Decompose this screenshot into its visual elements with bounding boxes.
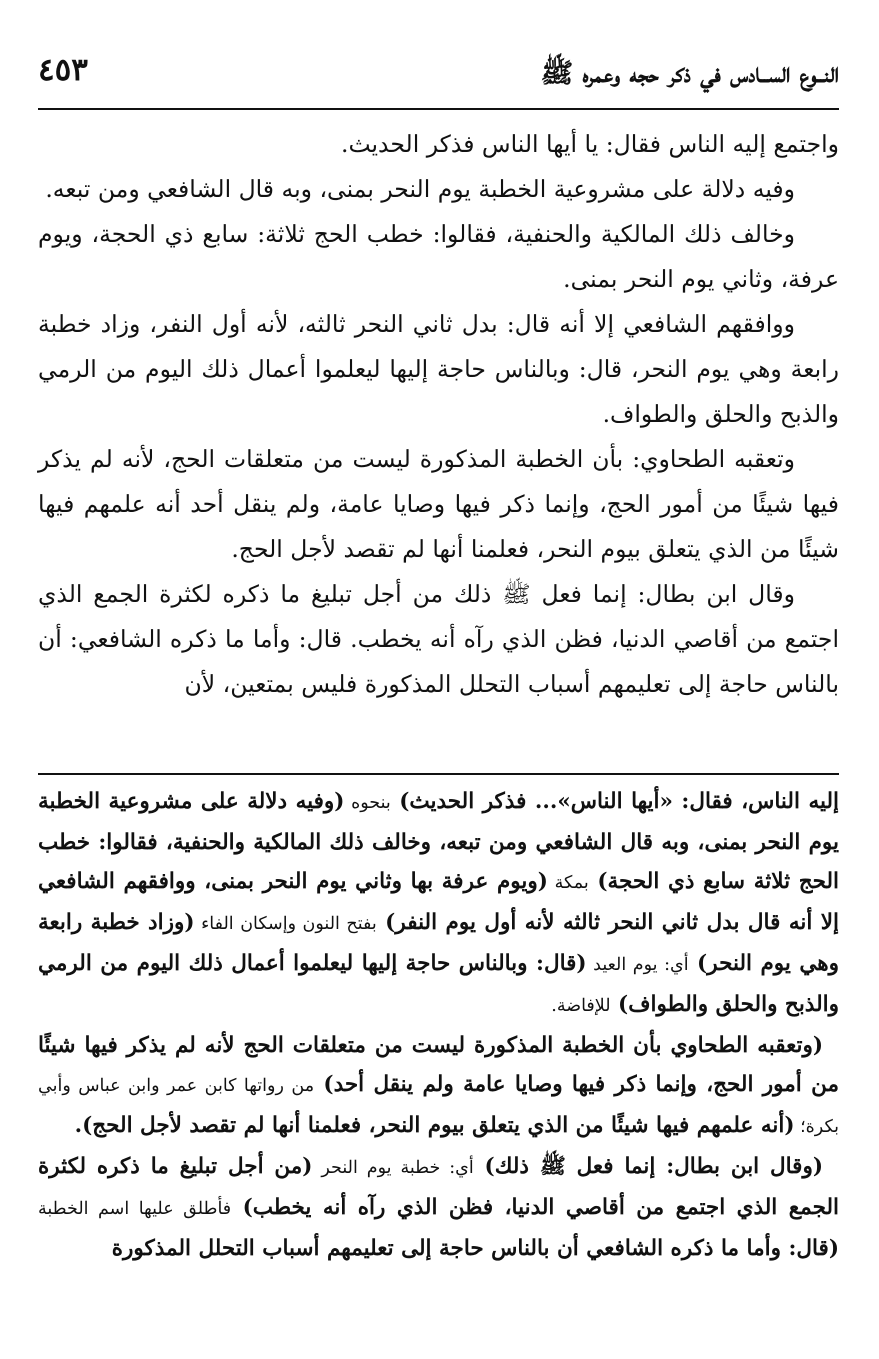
running-title: النــوع الســادس في ذكر حجه وعمره ﷺ xyxy=(540,58,839,89)
main-paragraph: وخالف ذلك المالكية والحنفية، فقالوا: خطب الحج ثلاثة: سابع ذي الحجة، ويوم عرفة، وثاني يوم النحر بمنى. xyxy=(38,220,839,293)
commentary-segment: أي: يوم العيد xyxy=(586,955,689,975)
commentary-segment: للإفاضة. xyxy=(551,996,611,1016)
commentary-segment: أي: خطبة يوم النحر xyxy=(312,1158,474,1178)
main-paragraph: ووافقهم الشافعي إلا أنه قال: بدل ثاني النحر ثالثه، لأنه أول النفر، وزاد خطبة رابعة وهي يوم النحر، قال: وبالناس حاجة إليها ليعلموا أعمال ذلك اليوم من الرمي والذبح والحلق والطواف. xyxy=(38,310,839,428)
commentary-segment: (ويوم عرفة بها وثاني يوم النحر بمنى، ووافقهم الشافعي إلا أنه قال بدل ثاني النحر ثالثه لأنه أول يوم النفر) xyxy=(38,869,839,935)
commentary-segment: فأطلق عليها اسم الخطبة xyxy=(38,1199,232,1219)
main-paragraph: وفيه دلالة على مشروعية الخطبة يوم النحر بمنى، وبه قال الشافعي ومن تبعه. xyxy=(45,175,795,203)
commentary-segment: إليه الناس، فقال: «أيها الناس»... فذكر الحديث) xyxy=(390,789,839,814)
commentary-segment: بمكة xyxy=(547,873,589,893)
main-text xyxy=(38,122,839,707)
commentary-segment: من رواتها كابن عمر وابن عباس وأبي بكرة؛ xyxy=(38,1076,839,1137)
page-number: ٤٥٣ xyxy=(38,52,88,88)
commentary-segment: (من أجل تبليغ ما ذكره لكثرة الجمع الذي اجتمع من أقاصي الدنيا، فظن الذي رآه أنه يخطب) xyxy=(38,1154,839,1220)
separator-rule xyxy=(38,773,839,775)
commentary-paragraph xyxy=(38,782,839,1026)
page-header xyxy=(38,50,839,110)
commentary-segment: (وتعقبه الطحاوي بأن الخطبة المذكورة ليست من متعلقات الحج لأنه لم يذكر فيها شيئًا من أمور الحج، وإنما ذكر فيها وصايا عامة ولم ينقل أحد) xyxy=(38,1033,839,1097)
main-paragraph: وقال ابن بطال: إنما فعل ﷺ ذلك من أجل تبليغ ما ذكره لكثرة الجمع الذي اجتمع من أقاصي الدنيا، فظن الذي رآه أنه يخطب. قال: وأما ما ذكره الشافعي: أن بالناس حاجة إلى تعليمهم أسباب التحلل المذكورة فليس بمتعين، لأن xyxy=(38,580,839,698)
commentary-paragraph xyxy=(38,1026,839,1147)
main-paragraph: وتعقبه الطحاوي: بأن الخطبة المذكورة ليست من متعلقات الحج، لأنه لم يذكر فيها شيئًا من أمور الحج، وإنما ذكر فيها وصايا عامة، ولم ينقل أحد أنه علمهم فيها شيئًا من الذي يتعلق بيوم النحر، فعلمنا أنها لم تقصد لأجل الحج. xyxy=(38,445,839,563)
commentary-segment: (أنه علمهم فيها شيئًا من الذي يتعلق بيوم النحر، فعلمنا أنها لم تقصد لأجل الحج). xyxy=(74,1113,795,1138)
commentary-segment: (وقال ابن بطال: إنما فعل ﷺ ذلك) xyxy=(473,1154,824,1179)
commentary xyxy=(38,782,839,1268)
commentary-segment: (قال: وبالناس حاجة إليها ليعلموا أعمال ذلك اليوم من الرمي والذبح والحلق والطواف) xyxy=(38,951,839,1017)
commentary-segment: بفتح النون وإسكان الفاء xyxy=(194,914,377,934)
main-paragraph: واجتمع إليه الناس فقال: يا أيها الناس فذكر الحديث. xyxy=(340,130,839,158)
commentary-paragraph xyxy=(38,1147,839,1268)
commentary-segment: (قال: وأما ما ذكره الشافعي أن بالناس حاجة إلى تعليمهم أسباب التحلل المذكورة xyxy=(111,1236,839,1261)
commentary-segment: بنحوه xyxy=(344,793,391,813)
commentary-segment: (وزاد خطبة رابعة وهي يوم النحر) xyxy=(38,910,839,976)
commentary-segment: (وفيه دلالة على مشروعية الخطبة يوم النحر بمنى، وبه قال الشافعي ومن تبعه، وخالف ذلك المالكية والحنفية، فقالوا: خطب الحج ثلاثة سابع ذي الحجة) xyxy=(38,789,839,894)
